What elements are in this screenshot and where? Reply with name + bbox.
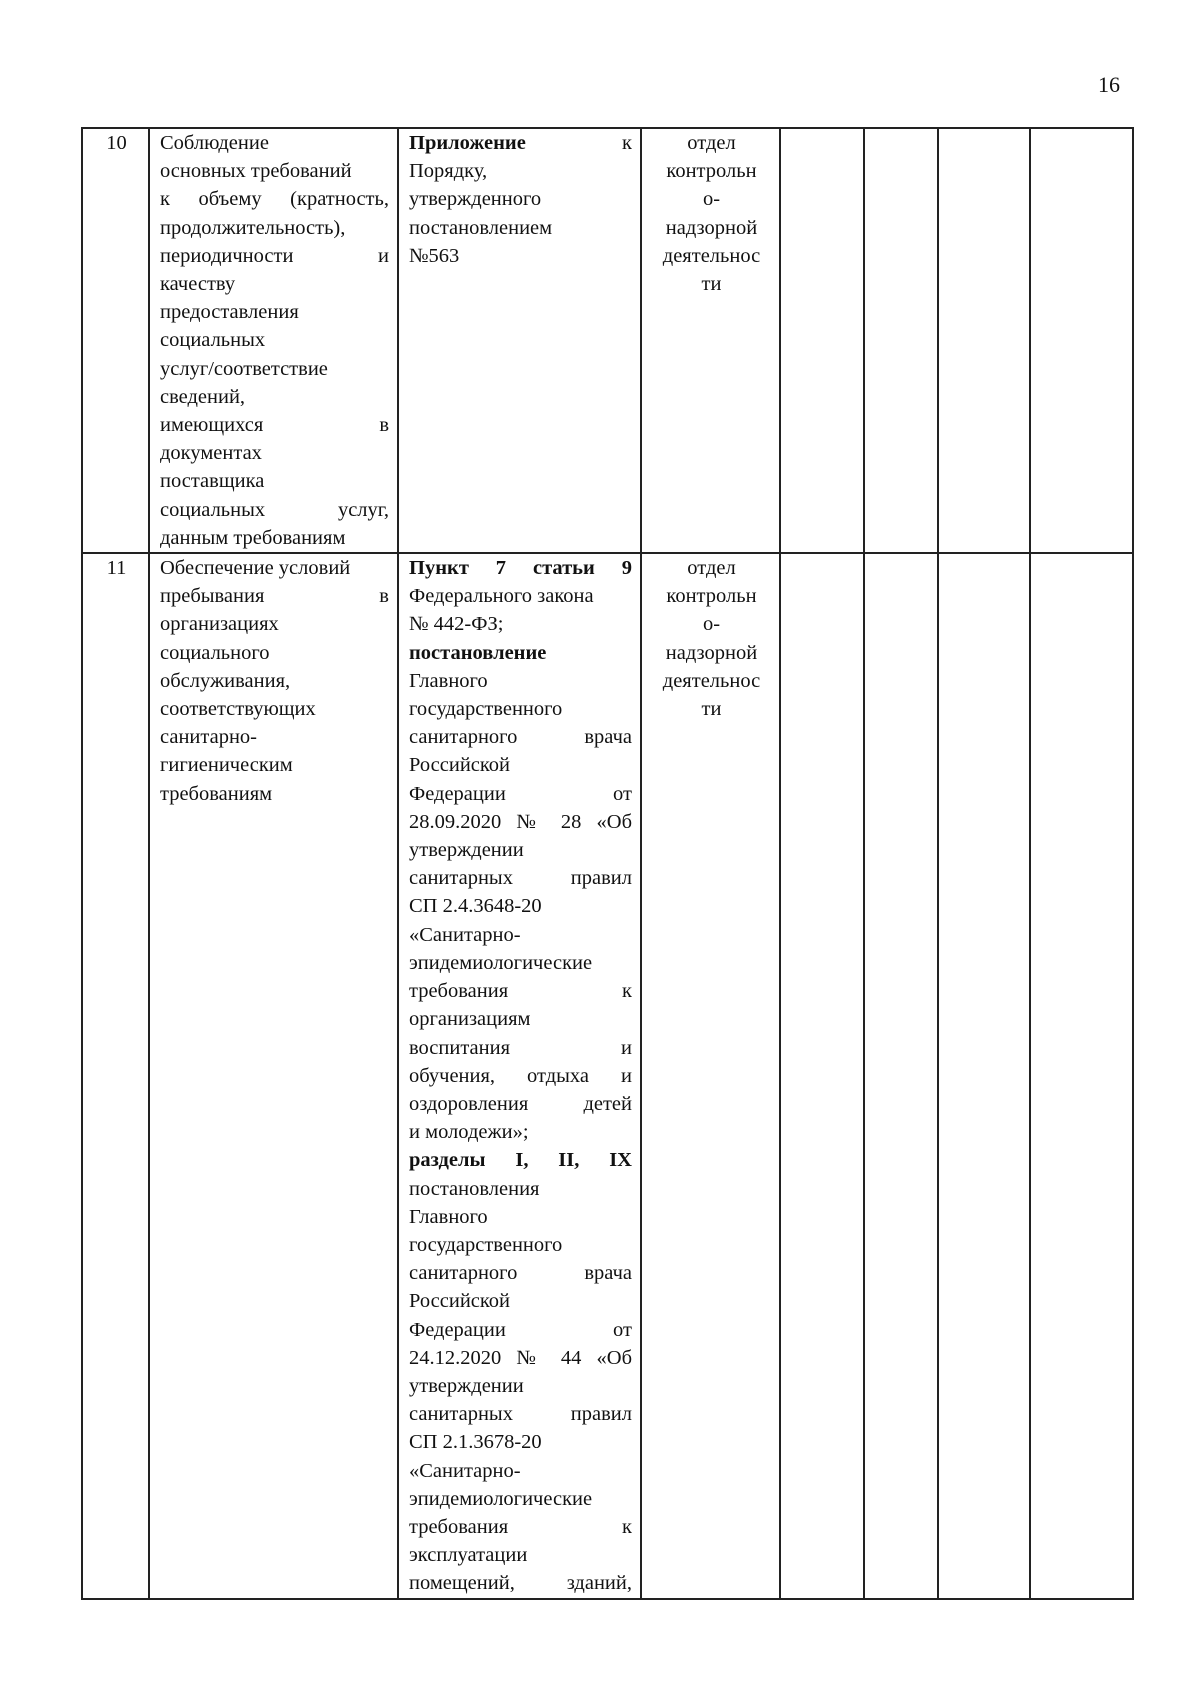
inspection-table bbox=[81, 127, 1134, 1600]
text-line bbox=[409, 1259, 632, 1287]
text-span: эпидемиологические bbox=[409, 951, 593, 974]
text-span: Российской bbox=[409, 1290, 511, 1313]
text-span: эпидемиологические bbox=[409, 1487, 593, 1510]
text-span: Главного bbox=[409, 669, 488, 692]
text-line bbox=[409, 1287, 632, 1315]
text-line bbox=[409, 214, 632, 242]
text-line: услуг/соответствие bbox=[160, 357, 328, 380]
text-line: требованиям bbox=[160, 782, 273, 805]
text-line bbox=[409, 1005, 632, 1033]
text-line: контрольн bbox=[666, 160, 757, 183]
text-line bbox=[409, 921, 632, 949]
empty-cell bbox=[864, 128, 938, 553]
text-line bbox=[409, 1485, 632, 1513]
text-line: предоставления bbox=[160, 301, 299, 324]
text-line bbox=[409, 780, 632, 808]
text-line bbox=[409, 751, 632, 779]
text-line: о- bbox=[702, 188, 721, 211]
text-line: деятельнос bbox=[662, 669, 761, 692]
empty-cell bbox=[1030, 128, 1133, 553]
text-line bbox=[409, 1118, 632, 1146]
text-span: Главного bbox=[409, 1205, 488, 1228]
text-line: отдел bbox=[687, 132, 736, 154]
text-span: Российской bbox=[409, 754, 511, 777]
text-line: гигиеническим bbox=[160, 754, 293, 777]
text-line bbox=[409, 1344, 632, 1372]
text-span: санитарных правил bbox=[409, 1403, 632, 1426]
text-span: утвержденного bbox=[409, 188, 542, 211]
text-span: Федерального закона bbox=[409, 585, 594, 608]
row-number: 11 bbox=[82, 553, 149, 1599]
text-line: продолжительность), bbox=[160, 216, 346, 239]
text-span: постановлением bbox=[409, 216, 553, 239]
text-line: ти bbox=[701, 698, 722, 721]
text-span: 24.12.2020 № 44 «Об bbox=[409, 1346, 632, 1369]
text-line bbox=[409, 1146, 632, 1174]
responsible-department-cell bbox=[641, 553, 780, 1599]
page-number: 16 bbox=[1098, 72, 1120, 97]
text-span: санитарного врача bbox=[409, 1262, 632, 1285]
text-line: сведений, bbox=[160, 385, 246, 408]
text-line bbox=[409, 808, 632, 836]
text-line: социальных услуг, bbox=[160, 498, 389, 521]
text-span: организациям bbox=[409, 1008, 531, 1031]
text-line bbox=[409, 1569, 632, 1597]
text-line bbox=[409, 695, 632, 723]
text-line bbox=[409, 1541, 632, 1569]
requirement-cell bbox=[149, 128, 398, 553]
text-line: надзорной bbox=[665, 641, 758, 664]
text-span: обучения, отдыха и bbox=[409, 1064, 632, 1087]
bold-text: Пункт 7 статьи 9 bbox=[409, 557, 632, 580]
text-line: пребывания в bbox=[160, 585, 389, 608]
text-line bbox=[409, 949, 632, 977]
text-line bbox=[409, 1231, 632, 1259]
text-line bbox=[409, 1062, 632, 1090]
text-span: санитарного врача bbox=[409, 726, 632, 749]
text-line: организациях bbox=[160, 613, 279, 636]
empty-cell bbox=[938, 553, 1030, 1599]
text-line: обслуживания, bbox=[160, 669, 291, 692]
bold-text: разделы I, II, IX bbox=[409, 1149, 632, 1172]
text-line bbox=[409, 723, 632, 751]
text-line: соответствующих bbox=[160, 698, 316, 721]
empty-cell bbox=[938, 128, 1030, 553]
empty-cell bbox=[780, 553, 864, 1599]
text-line: к объему (кратность, bbox=[160, 188, 389, 211]
text-span: оздоровления детей bbox=[409, 1092, 632, 1115]
text-line: качеству bbox=[160, 273, 236, 296]
text-line bbox=[409, 582, 632, 610]
text-line: социальных bbox=[160, 329, 266, 352]
text-line bbox=[409, 1203, 632, 1231]
text-span: постановления bbox=[409, 1177, 540, 1200]
text-line bbox=[409, 1372, 632, 1400]
text-span: санитарных правил bbox=[409, 867, 632, 890]
empty-cell bbox=[780, 128, 864, 553]
text-span: воспитания и bbox=[409, 1036, 632, 1059]
text-span: государственного bbox=[409, 1233, 563, 1256]
text-span: утверждении bbox=[409, 1374, 524, 1397]
bold-text: постановление bbox=[409, 641, 547, 664]
text-span: №563 bbox=[409, 244, 460, 267]
text-line bbox=[409, 639, 632, 667]
text-line: данным требованиям bbox=[160, 526, 346, 549]
text-span: помещений, зданий, bbox=[409, 1572, 632, 1595]
text-span: «Санитарно- bbox=[409, 923, 521, 946]
text-span: государственного bbox=[409, 698, 563, 721]
text-span: Порядку, bbox=[409, 160, 488, 183]
text-line: контрольн bbox=[666, 585, 757, 608]
text-line: отдел bbox=[687, 557, 736, 580]
text-line bbox=[409, 1457, 632, 1485]
text-line: основных требований bbox=[160, 160, 352, 183]
legal-basis-cell bbox=[398, 553, 641, 1599]
text-line: имеющихся в bbox=[160, 414, 389, 437]
text-line: документах bbox=[160, 442, 262, 465]
text-line: ти bbox=[701, 273, 722, 296]
text-line: Соблюдение bbox=[160, 132, 269, 154]
text-span: требования к bbox=[409, 1515, 632, 1538]
text-line bbox=[409, 1316, 632, 1344]
text-line bbox=[409, 1400, 632, 1428]
bold-text: Приложение bbox=[409, 132, 526, 154]
text-line bbox=[409, 185, 632, 213]
text-line: периодичности и bbox=[160, 244, 389, 267]
text-line bbox=[409, 1428, 632, 1456]
text-line bbox=[409, 836, 632, 864]
text-line bbox=[409, 1034, 632, 1062]
text-line: о- bbox=[702, 613, 721, 636]
text-line bbox=[409, 864, 632, 892]
text-line: Обеспечение условий bbox=[160, 557, 351, 580]
text-span: требования к bbox=[409, 980, 632, 1003]
text-line bbox=[409, 242, 632, 270]
text-span: 28.09.2020 № 28 «Об bbox=[409, 810, 632, 833]
empty-cell bbox=[1030, 553, 1133, 1599]
text-line: надзорной bbox=[665, 216, 758, 239]
text-line bbox=[409, 977, 632, 1005]
text-line bbox=[409, 610, 632, 638]
empty-cell bbox=[864, 553, 938, 1599]
text-line bbox=[409, 667, 632, 695]
text-span: СП 2.1.3678-20 bbox=[409, 1431, 542, 1454]
legal-basis-cell bbox=[398, 128, 641, 553]
text-span: к bbox=[622, 132, 632, 154]
text-span: и молодежи»; bbox=[409, 1121, 529, 1144]
row-number: 10 bbox=[82, 128, 149, 553]
table-row bbox=[82, 553, 1133, 1599]
text-line bbox=[409, 1090, 632, 1118]
text-line: санитарно- bbox=[160, 726, 257, 749]
text-span: эксплуатации bbox=[409, 1544, 528, 1567]
requirement-cell bbox=[149, 553, 398, 1599]
text-line bbox=[409, 157, 632, 185]
text-span: Федерации от bbox=[409, 782, 632, 805]
text-line: поставщика bbox=[160, 470, 265, 493]
responsible-department-cell bbox=[641, 128, 780, 553]
text-span: ; bbox=[497, 613, 504, 636]
text-line: деятельнос bbox=[662, 244, 761, 267]
text-span: Федерации от bbox=[409, 1318, 632, 1341]
text-span: «Санитарно- bbox=[409, 1459, 521, 1482]
text-line bbox=[409, 1175, 632, 1203]
text-span: СП 2.4.3648-20 bbox=[409, 895, 542, 918]
text-line: социального bbox=[160, 641, 270, 664]
text-span: утверждении bbox=[409, 839, 524, 862]
text-span: № 442-ФЗ bbox=[409, 613, 498, 636]
text-line bbox=[409, 129, 632, 157]
text-line bbox=[409, 554, 632, 582]
text-line bbox=[409, 892, 632, 920]
text-line bbox=[409, 1513, 632, 1541]
table-row bbox=[82, 128, 1133, 553]
